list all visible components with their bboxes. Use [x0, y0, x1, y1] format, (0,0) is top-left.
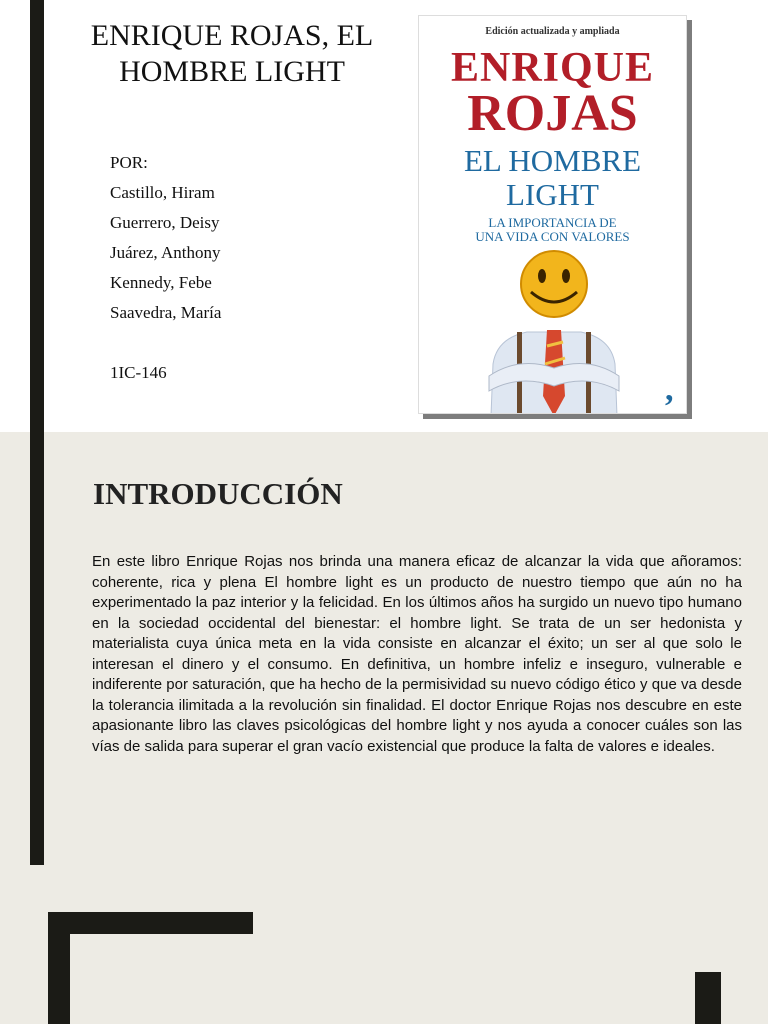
authors-label: POR: — [110, 153, 148, 172]
cover-author-first: ENRIQUE — [450, 45, 655, 91]
corner-bracket-side — [48, 912, 70, 1024]
cover-title-line1: EL HOMBRE — [463, 143, 642, 178]
cover-edition: Edición actualizada y ampliada — [485, 26, 620, 37]
right-accent-bar — [695, 972, 721, 1024]
author-item: Saavedra, María — [110, 303, 222, 322]
page-title: ENRIQUE ROJAS, EL HOMBRE LIGHT — [90, 19, 374, 88]
cover-author-last: ROJAS — [467, 85, 638, 142]
cover-subtitle-line2: UNA VIDA CON VALORES — [475, 229, 630, 244]
section-heading: INTRODUCCIÓN — [93, 476, 343, 511]
publisher-logo: , — [665, 371, 674, 408]
author-item: Juárez, Anthony — [110, 243, 221, 262]
cover-subtitle-line1: LA IMPORTANCIA DE — [488, 215, 617, 230]
group-code: 1IC-146 — [110, 363, 167, 382]
author-item: Castillo, Hiram — [110, 183, 215, 202]
left-accent-bar-lower — [30, 432, 44, 865]
cover-title-line2: LIGHT — [506, 177, 599, 212]
author-item: Guerrero, Deisy — [110, 213, 220, 232]
smiley-businessman-illustration — [479, 246, 629, 414]
left-accent-bar — [30, 0, 44, 432]
authors-list — [110, 152, 221, 392]
cover-subtitle — [419, 216, 686, 244]
author-item: Kennedy, Febe — [110, 273, 212, 292]
intro-paragraph: En este libro Enrique Rojas nos brinda una manera eficaz de alcanzar la vida que añoramos: coherente, rica y plena El hombre light es un producto de nuestro tiempo que aún no ha experimentado la paz interior y la felicidad. En los últimos años ha surgido un nuevo tipo humano en la sociedad occidental del bienestar: el hombre light. Se trata de un ser hedonista y materialista cuya única meta en la vida consiste en alcanzar el éxito; un ser al que solo le interesan el dinero y el consumo. En definitiva, un hombre infeliz e inseguro, vulnerable e indiferente por saturación, que ha hecho de la permisividad su nuevo código ético y que va desde la tolerancia ilimitada a la revolución sin finalidad. El doctor Enrique Rojas nos descubre en este apasionante libro las claves psicológicas del hombre light y nos ayuda a conocer cuáles son las vías de salida para superar el gran vacío existencial que produce la falta de valores e ideales. — [92, 553, 742, 755]
book-cover — [418, 15, 687, 414]
slide-title — [0, 0, 768, 432]
corner-bracket-top — [48, 912, 253, 934]
